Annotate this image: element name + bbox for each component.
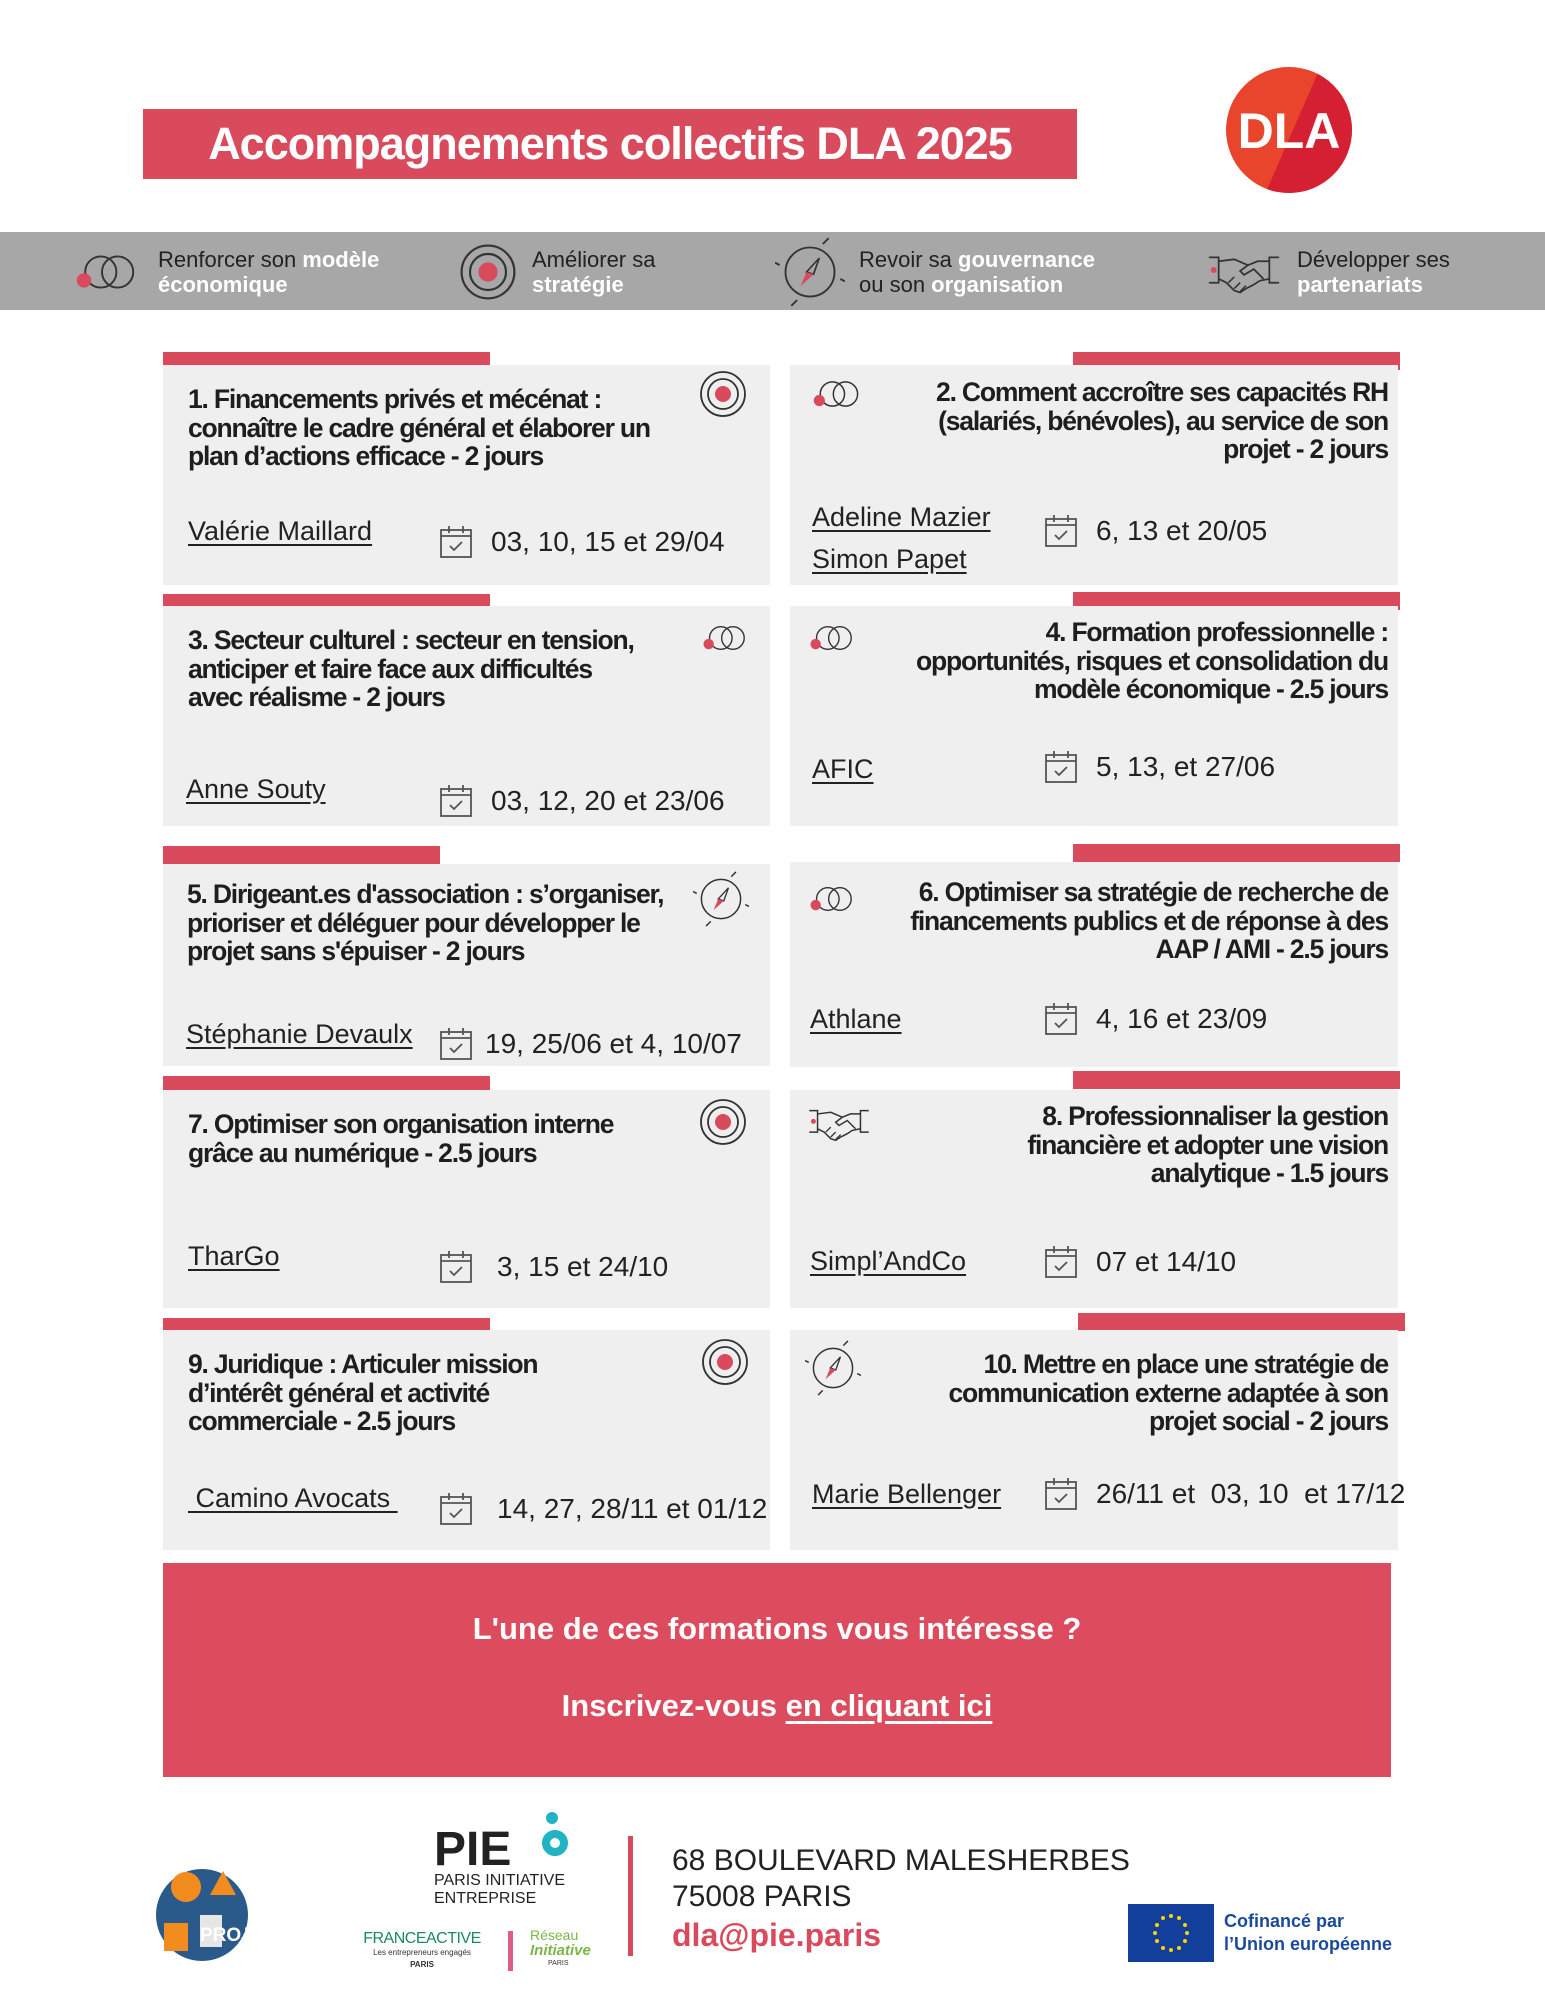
theme-label: Améliorer sa stratégie	[532, 247, 656, 297]
calendar-icon	[439, 1250, 473, 1284]
training-card-5[interactable]	[163, 864, 770, 1066]
calendar-icon	[1044, 1245, 1078, 1279]
handshake-icon	[806, 1102, 872, 1144]
card-title: 2. Comment accroître ses capacités RH (salariés, bénévoles), au service de son projet - 2 jours	[936, 377, 1388, 464]
training-card-8[interactable]	[790, 1090, 1398, 1308]
card-title: 5. Dirigeant.es d'association : s’organiser, prioriser et déléguer pour développer le projet sans s'épuiser - 2 jours	[187, 879, 664, 966]
card-title: 7. Optimiser son organisation interne grâce au numérique - 2.5 jours	[188, 1109, 614, 1168]
calendar-icon	[439, 1027, 473, 1061]
card-tab	[1073, 844, 1400, 862]
card-title: 4. Formation professionnelle : opportunités, risques et consolidation du modèle économique - 2.5 jours	[916, 617, 1388, 704]
training-dates: 4, 16 et 23/09	[1044, 1002, 1267, 1036]
card-title: 3. Secteur culturel : secteur en tension, anticiper et faire face aux difficultés avec réalisme - 2 jours	[188, 625, 634, 712]
training-card-4[interactable]	[790, 606, 1398, 826]
theme-label: Développer ses partenariats	[1297, 247, 1450, 297]
calendar-icon	[439, 1492, 473, 1526]
target-icon	[700, 1337, 750, 1387]
training-dates: 26/11 et 03, 10 et 17/12	[1044, 1477, 1405, 1511]
themes-band	[0, 232, 1545, 310]
training-dates: 07 et 14/10	[1044, 1245, 1236, 1279]
card-tab	[1073, 1071, 1400, 1089]
theme-gouvernance	[775, 234, 1095, 310]
circles-icon	[810, 375, 866, 413]
card-title: 10. Mettre en place une stratégie de communication externe adaptée à son projet social - 2 jours	[948, 1349, 1388, 1436]
training-card-7[interactable]	[163, 1090, 770, 1308]
trainer-link[interactable]: Simpl’AndCo	[810, 1246, 967, 1276]
page-title: Accompagnements collectifs DLA 2025	[143, 109, 1077, 179]
signup-banner[interactable]	[163, 1563, 1391, 1777]
theme-partenariats	[1205, 242, 1450, 302]
calendar-icon	[1044, 750, 1078, 784]
projets19-logo	[152, 1865, 322, 1963]
compass-icon	[775, 237, 845, 307]
trainer-link[interactable]: Simon Papet	[812, 544, 967, 574]
card-title: 1. Financements privés et mécénat : connaître le cadre général et élaborer un plan d’actions efficace - 2 jours	[188, 384, 650, 471]
eu-flag-icon	[1128, 1904, 1214, 1962]
compass-icon	[805, 1340, 861, 1396]
dla-logo-text: DLA	[1237, 103, 1341, 159]
calendar-icon	[1044, 514, 1078, 548]
training-dates: 14, 27, 28/11 et 01/12	[439, 1492, 767, 1526]
footer-email-link[interactable]: dla@pie.paris	[672, 1917, 882, 1953]
handshake-icon	[1205, 247, 1283, 297]
target-icon	[458, 242, 518, 302]
circles-icon	[700, 620, 752, 656]
card-tab	[1078, 1313, 1405, 1331]
trainer-link[interactable]: Camino Avocats	[188, 1483, 398, 1513]
compass-icon	[693, 871, 749, 927]
trainer-link[interactable]: TharGo	[188, 1241, 280, 1271]
circles-icon	[807, 620, 859, 656]
training-card-6[interactable]	[790, 862, 1398, 1067]
reseau-initiative-logo: Réseau Initiative PARIS	[508, 1927, 608, 1977]
pie-logo: PIE PARIS INITIATIVE ENTREPRISE	[434, 1812, 594, 1912]
training-card-2[interactable]	[790, 365, 1398, 585]
trainer-link[interactable]: Anne Souty	[186, 774, 326, 804]
trainer-link[interactable]: Athlane	[810, 1004, 902, 1034]
circles-icon	[807, 881, 859, 917]
eu-logo: Cofinancé par l’Union européenne	[1128, 1904, 1418, 1962]
theme-modele-economique	[72, 242, 379, 302]
card-title: 6. Optimiser sa stratégie de recherche de financements publics et de réponse à des AAP / AMI - 2.5 jours	[910, 877, 1388, 964]
card-title: 9. Juridique : Articuler mission d’intérêt général et activité commerciale - 2.5 jours	[188, 1349, 538, 1436]
signup-link[interactable]: en cliquant ici	[785, 1688, 993, 1723]
target-icon	[698, 1097, 748, 1147]
cta-action: Inscrivez-vous en cliquant ici	[561, 1688, 993, 1723]
training-card-1[interactable]	[163, 365, 770, 585]
trainer-link[interactable]: Marie Bellenger	[812, 1479, 1002, 1509]
theme-label: Revoir sa gouvernance ou son organisation	[859, 247, 1095, 297]
training-card-3[interactable]	[163, 606, 770, 826]
calendar-icon	[1044, 1002, 1078, 1036]
training-dates: 19, 25/06 et 4, 10/07	[439, 1027, 742, 1061]
theme-strategie	[458, 242, 655, 302]
trainer-link[interactable]: Adeline Mazier	[812, 502, 991, 532]
trainer-link[interactable]: Stéphanie Devaulx	[186, 1019, 413, 1049]
training-card-9[interactable]	[163, 1330, 770, 1550]
card-title: 8. Professionnaliser la gestion financière et adopter une vision analytique - 1.5 jours	[1027, 1101, 1388, 1188]
footer-address: 68 BOULEVARD MALESHERBES 75008 PARIS	[672, 1844, 1130, 1913]
calendar-icon	[439, 525, 473, 559]
projets-text: PROJETS-19	[200, 1925, 317, 1946]
training-dates: 03, 10, 15 et 29/04	[439, 525, 725, 559]
cta-question: L'une de ces formations vous intéresse ?	[472, 1611, 1082, 1646]
target-icon	[698, 369, 748, 419]
dla-logo	[1225, 66, 1353, 194]
trainer-link[interactable]: AFIC	[812, 754, 874, 784]
calendar-icon	[439, 784, 473, 818]
circles-icon	[72, 248, 144, 296]
training-dates: 6, 13 et 20/05	[1044, 514, 1267, 548]
training-dates: 3, 15 et 24/10	[439, 1250, 668, 1284]
training-dates: 03, 12, 20 et 23/06	[439, 784, 725, 818]
france-active-logo: FRANCEACTIVE Les entrepreneurs engagés PARIS	[363, 1930, 481, 1969]
training-card-10[interactable]	[790, 1330, 1406, 1550]
calendar-icon	[1044, 1477, 1078, 1511]
trainer-link[interactable]: Valérie Maillard	[188, 516, 373, 546]
footer-divider	[628, 1836, 633, 1956]
training-dates: 5, 13, et 27/06	[1044, 750, 1275, 784]
theme-label: Renforcer son modèle économique	[158, 247, 380, 297]
